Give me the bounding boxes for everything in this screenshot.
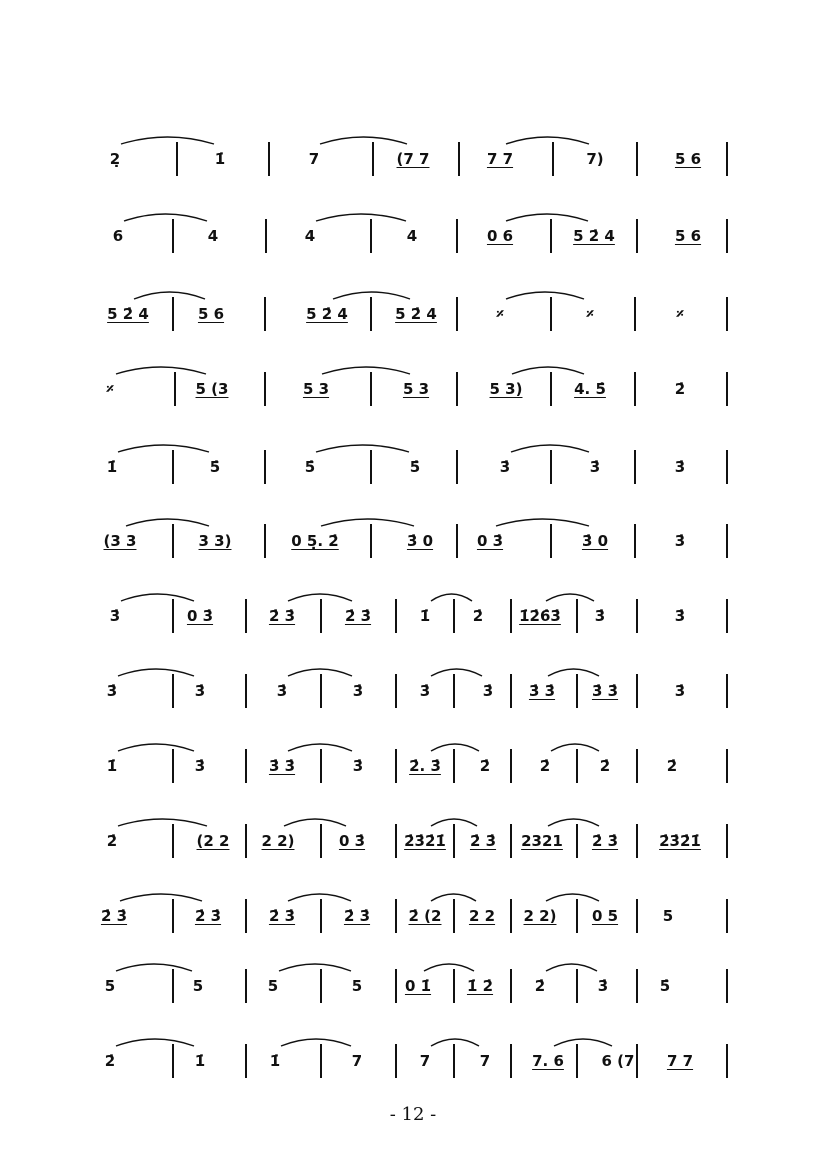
page-number: - 12 -	[389, 1104, 437, 1125]
barline	[395, 969, 397, 1003]
slur-mark	[554, 1039, 612, 1046]
barline	[264, 372, 266, 406]
note-group: 2̇3̇2̇1̇	[659, 832, 701, 850]
barline	[456, 450, 458, 484]
note-group: 5	[104, 977, 116, 995]
barline	[726, 450, 728, 484]
barline	[550, 219, 552, 253]
note-group: 0 5	[591, 907, 619, 925]
barline	[395, 599, 397, 633]
barline	[172, 749, 174, 783]
note-group: 5	[267, 977, 279, 995]
barline	[245, 824, 247, 858]
barline	[395, 824, 397, 858]
note-group: 𝄎	[676, 305, 684, 323]
note-group: 3̇ 3̇	[528, 682, 556, 700]
score-system	[0, 128, 826, 188]
slur-mark	[120, 894, 202, 901]
barline	[636, 969, 638, 1003]
barline	[264, 524, 266, 558]
note-group: 7	[308, 150, 320, 168]
note-group: 2̇ 3̇	[100, 907, 128, 925]
barline	[395, 674, 397, 708]
note-group: 3̇	[594, 607, 606, 625]
note-group: 0 3̇	[186, 607, 214, 625]
note-group: 2̇	[472, 607, 484, 625]
barline	[372, 142, 374, 176]
slur-mark	[316, 214, 406, 221]
slur-mark	[281, 1039, 351, 1046]
barline	[176, 142, 178, 176]
barline	[636, 824, 638, 858]
note-group: 4. 5̇	[574, 380, 606, 398]
note-group: (7 7	[396, 150, 430, 168]
note-group: 0 1̇	[404, 977, 432, 995]
barline	[576, 899, 578, 933]
barline	[726, 599, 728, 633]
note-group: 5̇	[659, 977, 671, 995]
note-group: 7	[351, 1052, 363, 1070]
barline	[726, 142, 728, 176]
barline	[172, 899, 174, 933]
barline	[510, 749, 512, 783]
note-group: 2̇. 3̇	[409, 757, 441, 775]
barline	[636, 899, 638, 933]
barline	[264, 450, 266, 484]
note-group: 3̇	[194, 682, 206, 700]
note-group: 7)	[586, 150, 604, 168]
slur-mark	[546, 894, 599, 901]
slur-mark	[316, 445, 409, 452]
score-system	[0, 585, 826, 645]
barline	[245, 749, 247, 783]
slur-mark	[121, 137, 214, 144]
barline	[174, 372, 176, 406]
slur-mark	[279, 964, 351, 971]
slur-layer	[0, 585, 826, 645]
slur-mark	[118, 819, 207, 826]
note-group: 3̇	[597, 977, 609, 995]
score-system	[0, 1030, 826, 1090]
barline	[726, 524, 728, 558]
note-group: 5 2̇ 4	[107, 305, 149, 323]
barline	[395, 749, 397, 783]
note-group: 5 (3	[195, 380, 229, 398]
barline	[456, 524, 458, 558]
note-group: 5 2̇ 4	[573, 227, 615, 245]
note-group: 5 3)	[489, 380, 523, 398]
note-group: 2 2)	[261, 832, 295, 850]
barline	[510, 824, 512, 858]
note-group: 6	[112, 227, 124, 245]
note-group: 2̇ 3̇	[469, 832, 497, 850]
note-group: 3̇	[106, 682, 118, 700]
barline	[320, 969, 322, 1003]
barline	[634, 524, 636, 558]
barline	[636, 599, 638, 633]
note-group: 3̇	[109, 607, 121, 625]
slur-mark	[320, 137, 407, 144]
slur-mark	[126, 519, 209, 526]
score-system	[0, 735, 826, 795]
barline	[726, 824, 728, 858]
slur-mark	[121, 594, 194, 601]
note-group: 5 2̇ 4	[395, 305, 437, 323]
note-group: 4	[207, 227, 219, 245]
barline	[453, 674, 455, 708]
note-group: 𝄎	[586, 305, 594, 323]
note-group: 2̇ 3̇	[194, 907, 222, 925]
note-group: 2̇3̇2̇1̇	[404, 832, 446, 850]
note-group: (3 3	[103, 532, 137, 550]
barline	[453, 1044, 455, 1078]
note-group: 5 6	[674, 150, 702, 168]
barline	[726, 372, 728, 406]
note-group: 2̇	[674, 380, 686, 398]
note-group: 3̇ 0	[406, 532, 434, 550]
barline	[726, 1044, 728, 1078]
note-group: 2̇	[106, 832, 118, 850]
note-group: 4	[406, 227, 418, 245]
slur-mark	[431, 594, 472, 601]
barline	[576, 599, 578, 633]
note-group: 5 2̇ 4	[306, 305, 348, 323]
barline	[370, 297, 372, 331]
barline	[320, 824, 322, 858]
note-group: 1̇2̇6̇3̇	[519, 607, 561, 625]
barline	[245, 1044, 247, 1078]
note-group: 7 7	[486, 150, 514, 168]
slur-layer	[0, 1030, 826, 1090]
barline	[726, 297, 728, 331]
note-group: 3̇ 3̇	[268, 757, 296, 775]
barline	[320, 674, 322, 708]
slur-mark	[551, 744, 599, 751]
barline	[245, 674, 247, 708]
note-group: 2321	[521, 832, 563, 850]
slur-mark	[431, 669, 482, 676]
barline	[320, 599, 322, 633]
barline	[172, 297, 174, 331]
score-system	[0, 885, 826, 945]
barline	[726, 219, 728, 253]
note-group: 3̇	[674, 682, 686, 700]
slur-mark	[321, 519, 414, 526]
note-group: 2̇	[666, 757, 678, 775]
barline	[172, 219, 174, 253]
barline	[453, 969, 455, 1003]
barline	[245, 969, 247, 1003]
note-group: 𝄎	[106, 380, 114, 398]
barline	[636, 674, 638, 708]
barline	[245, 899, 247, 933]
slur-mark	[124, 214, 207, 221]
slur-mark	[548, 819, 599, 826]
note-group: 1̇	[214, 150, 226, 168]
barline	[245, 599, 247, 633]
slur-layer	[0, 660, 826, 720]
slur-mark	[506, 292, 584, 299]
barline	[510, 674, 512, 708]
score-system	[0, 810, 826, 870]
note-group: 3̇	[499, 458, 511, 476]
note-group: 5	[662, 907, 674, 925]
slur-mark	[431, 1039, 479, 1046]
note-group: 2̇ 3̇	[343, 907, 371, 925]
barline	[636, 219, 638, 253]
note-group: 2̇ 3̇	[344, 607, 372, 625]
note-group: 5̇	[409, 458, 421, 476]
slur-mark	[284, 819, 346, 826]
barline	[172, 450, 174, 484]
barline	[636, 1044, 638, 1078]
slur-mark	[548, 669, 599, 676]
note-group: 6 (7	[601, 1052, 635, 1070]
note-group: 2̇ 3̇	[591, 832, 619, 850]
barline	[453, 599, 455, 633]
barline	[726, 674, 728, 708]
note-group: 5	[351, 977, 363, 995]
note-group: 3̇	[674, 532, 686, 550]
barline	[453, 899, 455, 933]
note-group: 3̇	[482, 682, 494, 700]
barline	[576, 1044, 578, 1078]
note-group: 7. 6	[532, 1052, 564, 1070]
barline	[726, 899, 728, 933]
barline	[265, 219, 267, 253]
note-group: 2̇ 3̇	[268, 907, 296, 925]
note-group: 3 3)	[198, 532, 232, 550]
slur-mark	[118, 669, 194, 676]
barline	[726, 969, 728, 1003]
note-group: 3̇	[674, 607, 686, 625]
note-group: 1̇	[106, 757, 118, 775]
note-group: 5 6	[197, 305, 225, 323]
note-group: 1̇ 2̇	[466, 977, 494, 995]
note-group: 0 5̣. 2̇	[291, 532, 339, 550]
slur-mark	[506, 137, 589, 144]
slur-mark	[431, 744, 479, 751]
slur-mark	[512, 367, 584, 374]
note-group: 5̇	[304, 458, 316, 476]
barline	[552, 142, 554, 176]
barline	[395, 1044, 397, 1078]
barline	[550, 450, 552, 484]
barline	[268, 142, 270, 176]
score-system	[0, 660, 826, 720]
note-group: 1̇	[106, 458, 118, 476]
score-system	[0, 283, 826, 343]
slur-mark	[118, 744, 194, 751]
note-group: 5̇	[209, 458, 221, 476]
barline	[636, 749, 638, 783]
barline	[370, 372, 372, 406]
barline	[172, 674, 174, 708]
score-system	[0, 955, 826, 1015]
barline	[172, 524, 174, 558]
slur-mark	[546, 964, 597, 971]
note-group: 3̇ 0	[581, 532, 609, 550]
barline	[456, 297, 458, 331]
note-group: 2̣	[109, 150, 121, 168]
slur-mark	[118, 445, 209, 452]
slur-mark	[116, 964, 192, 971]
note-group: 1̇	[269, 1052, 281, 1070]
barline	[172, 969, 174, 1003]
barline	[576, 749, 578, 783]
note-group: 2̇	[479, 757, 491, 775]
barline	[320, 749, 322, 783]
slur-mark	[546, 594, 594, 601]
note-group: 7	[419, 1052, 431, 1070]
note-group: 5	[192, 977, 204, 995]
note-group: 5 3	[302, 380, 330, 398]
barline	[453, 824, 455, 858]
barline	[172, 599, 174, 633]
barline	[634, 297, 636, 331]
slur-mark	[496, 519, 589, 526]
note-group: 7	[479, 1052, 491, 1070]
slur-mark	[116, 1039, 194, 1046]
barline	[510, 1044, 512, 1078]
slur-mark	[322, 367, 410, 374]
barline	[456, 372, 458, 406]
note-group: 2 2	[468, 907, 496, 925]
note-group: 2̇ 3̇	[268, 607, 296, 625]
note-group: 5 6	[674, 227, 702, 245]
barline	[550, 372, 552, 406]
barline	[264, 297, 266, 331]
note-group: 3̇	[194, 757, 206, 775]
slur-mark	[506, 214, 588, 221]
barline	[550, 524, 552, 558]
note-group: 3̇	[674, 458, 686, 476]
barline	[370, 450, 372, 484]
barline	[726, 749, 728, 783]
barline	[458, 142, 460, 176]
note-group: 2̇	[104, 1052, 116, 1070]
score-system	[0, 205, 826, 265]
barline	[510, 899, 512, 933]
note-group: 𝄎	[496, 305, 504, 323]
barline	[172, 824, 174, 858]
score-system	[0, 510, 826, 570]
note-group: 4	[304, 227, 316, 245]
note-group: 7 7	[666, 1052, 694, 1070]
note-group: 2̇	[534, 977, 546, 995]
note-group: 3̇ 3̇	[591, 682, 619, 700]
barline	[172, 1044, 174, 1078]
note-group: 2 2)	[523, 907, 557, 925]
barline	[320, 899, 322, 933]
note-group: 2̇	[599, 757, 611, 775]
barline	[510, 599, 512, 633]
barline	[634, 450, 636, 484]
barline	[576, 824, 578, 858]
barline	[576, 969, 578, 1003]
barline	[395, 899, 397, 933]
barline	[320, 1044, 322, 1078]
barline	[456, 219, 458, 253]
barline	[550, 297, 552, 331]
slur-mark	[116, 367, 206, 374]
note-group: 3̇	[352, 682, 364, 700]
note-group: 3̇	[276, 682, 288, 700]
barline	[576, 674, 578, 708]
note-group: 2̇ (2	[408, 907, 442, 925]
note-group: 0 3̇	[476, 532, 504, 550]
note-group: 0 3̇	[338, 832, 366, 850]
note-group: (2 2	[196, 832, 230, 850]
barline	[636, 142, 638, 176]
barline	[634, 372, 636, 406]
slur-mark	[134, 292, 205, 299]
barline	[370, 524, 372, 558]
barline	[453, 749, 455, 783]
note-group: 1̇	[419, 607, 431, 625]
note-group: 0 6	[486, 227, 514, 245]
score-system	[0, 436, 826, 496]
note-group: 2̇	[539, 757, 551, 775]
note-group: 1̇	[194, 1052, 206, 1070]
slur-mark	[424, 964, 474, 971]
note-group: 3̇	[589, 458, 601, 476]
barline	[370, 219, 372, 253]
score-system	[0, 358, 826, 418]
barline	[510, 969, 512, 1003]
note-group: 3̇	[352, 757, 364, 775]
note-group: 5 3	[402, 380, 430, 398]
note-group: 3̇	[419, 682, 431, 700]
